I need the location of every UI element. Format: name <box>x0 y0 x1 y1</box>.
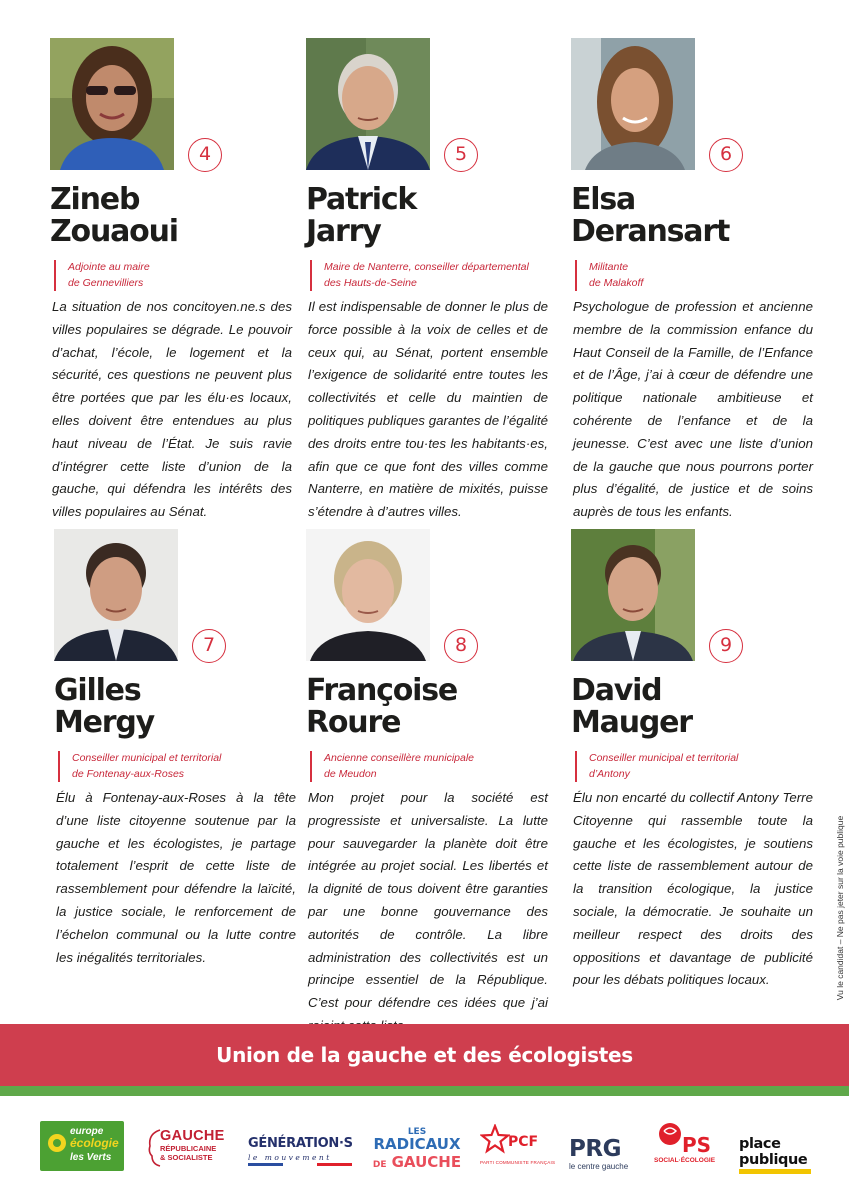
portrait-man-dark-hair <box>54 529 178 661</box>
last-name: Mauger <box>571 705 692 740</box>
logo-text: LES <box>407 1127 427 1137</box>
role-line: Militante <box>589 261 629 273</box>
candidate-name <box>306 675 556 739</box>
candidate-number: 8 <box>444 629 478 663</box>
radicaux-de-gauche-logo <box>372 1128 462 1180</box>
sunflower-icon <box>40 1121 74 1171</box>
candidate-bio: Il est indispensable de donner le plus de force possible à la voix de celles et de ceux qui, au Sénat, portent ensemble l’exigence de solidarité entre toutes les collectivités et celle du maintien de politiques publiques garantes de l’égalité des droits entre tou·tes les habitants·es, afin que ce que font des villes comme Nanterre, en matière de mixités, puisse s’étendre à d’autres villes. <box>308 299 548 520</box>
role-line: Ancienne conseillère municipale <box>324 752 475 764</box>
logo-text: GAUCHE <box>160 1128 225 1144</box>
candidate-role <box>58 751 298 782</box>
candidate-number: 5 <box>444 138 478 172</box>
logo-text: GÉNÉRATION·S <box>248 1136 353 1151</box>
ps-logo <box>654 1121 724 1173</box>
role-line: de Meudon <box>324 767 377 780</box>
legal-notice: Vu le candidat – Ne pas jeter sur la voie publique <box>835 815 845 1001</box>
first-name: Zineb <box>50 182 140 217</box>
logo-underline <box>739 1169 811 1174</box>
portrait-woman-long-hair <box>571 38 695 170</box>
portrait-man-grey-hair <box>306 38 430 170</box>
candidate-bio: Mon projet pour la société est progressiste et universaliste. La lutte pour sauvegarder la planète doit être intégrée au projet social. Les libertés et la dignité de tous doivent être garanties par une bonne gouvernance des autorités de contrôle. La libre administration des collectivités est un principe essentiel de la République. C’est pour défendre ces idées que j’ai <box>308 790 548 1011</box>
role-line: Maire de Nanterre, conseiller départemental <box>324 261 529 273</box>
pcf-logo <box>480 1124 556 1176</box>
last-name: Deransart <box>571 214 730 249</box>
candidate-number: 9 <box>709 629 743 663</box>
logo-text: europe <box>70 1126 104 1137</box>
logo-text: & SOCIALISTE <box>160 1153 213 1162</box>
logo-text: place <box>739 1136 781 1152</box>
candidate-name <box>54 675 304 739</box>
logo-text: le mouvement <box>248 1153 332 1162</box>
candidate-number: 6 <box>709 138 743 172</box>
tricolor-stripe <box>248 1163 352 1166</box>
prg-logo <box>569 1136 639 1188</box>
place-publique-logo <box>739 1136 815 1188</box>
last-name: Zouaoui <box>50 214 178 249</box>
green-divider <box>0 1086 849 1096</box>
candidate-bio: La situation de nos concitoyen.ne.s des villes populaires se dégrade. Le pouvoir d’achat, l’école, le logement et la sécurité, ces questions ne peuvent plus être portées que par les élu·es locaux, elles doivent être entendues au plus haut niveau de l’État. Je suis ravie d’intégrer cette liste d’union de la gauche, qui défendra les intérêts des villes populaires au Sénat. <box>52 299 292 520</box>
role-line: Conseiller municipal et territorial <box>72 752 222 764</box>
candidate-role <box>575 260 815 291</box>
logo-text: écologie <box>70 1136 119 1150</box>
logo-text: DE <box>372 1160 387 1170</box>
candidate-number: 7 <box>192 629 226 663</box>
first-name: Patrick <box>306 182 417 217</box>
first-name: Gilles <box>54 673 141 708</box>
logo-text: PS <box>682 1133 712 1157</box>
logo-text: PARTI COMMUNISTE FRANÇAIS <box>480 1160 556 1165</box>
logo-text: PRG <box>569 1136 621 1162</box>
candidate-name <box>571 184 821 248</box>
star-icon <box>480 1124 510 1154</box>
role-line: de Malakoff <box>589 276 644 289</box>
candidate-number: 4 <box>188 138 222 172</box>
candidate-name <box>571 675 821 739</box>
candidate-photo <box>571 529 695 661</box>
union-banner: Union de la gauche et des écologistes <box>0 1024 849 1086</box>
portrait-woman-blonde <box>306 529 430 661</box>
role-line: Conseiller municipal et territorial <box>589 752 739 764</box>
candidate-role <box>575 751 815 782</box>
last-name: Mergy <box>54 705 155 740</box>
candidate-name <box>306 184 556 248</box>
candidate-role <box>310 260 550 291</box>
first-name: David <box>571 673 662 708</box>
role-line: de Fontenay-aux-Roses <box>72 767 185 780</box>
candidate-photo <box>50 38 174 170</box>
candidate-photo <box>571 38 695 170</box>
candidate-bio: Élu à Fontenay-aux-Roses à la tête d’une liste citoyenne soutenue par la gauche et les écologistes, je partage totalement l’esprit de cette liste de rassemblement pour défendre la laïcité, la justice sociale, le renforcement de l’échelon communal ou la lutte contre les inégalités territoriales. <box>56 790 296 965</box>
logo-text: SOCIAL·ÉCOLOGIE <box>654 1157 716 1164</box>
role-line: de Gennevilliers <box>68 276 144 289</box>
generations-logo <box>248 1136 356 1188</box>
logo-text: les Verts <box>70 1152 112 1163</box>
logo-text: RÉPUBLICAINE <box>160 1144 217 1153</box>
candidate-photo <box>306 38 430 170</box>
role-line: d’Antony <box>589 767 630 780</box>
last-name: Jarry <box>306 214 381 249</box>
logo-text: le centre gauche <box>569 1162 629 1171</box>
role-line: des Hauts-de-Seine <box>324 276 417 289</box>
portrait-woman-sunglasses <box>50 38 174 170</box>
role-line: Adjointe au maire <box>68 261 150 273</box>
eelv-logo <box>40 1121 124 1171</box>
last-name: Roure <box>306 705 401 740</box>
first-name: Elsa <box>571 182 636 217</box>
candidate-photo <box>306 529 430 661</box>
candidate-name <box>50 184 300 248</box>
candidate-bio: Élu non encarté du collectif Antony Terre Citoyenne qui rassemble toute la gauche et les écologistes, je soutiens cette liste de rassemblement autour de la transition écologique, la justice sociale, la démocratie. Je souhaite un meilleur respect des droits des oppositions et davantage de publicité pour les débats politiques locaux. <box>573 790 813 988</box>
gauche-republicaine-socialiste-logo <box>146 1128 230 1180</box>
first-name: Françoise <box>306 673 458 708</box>
logo-text: PCF <box>508 1134 539 1150</box>
portrait-man-outdoor <box>571 529 695 661</box>
candidate-photo <box>54 529 178 661</box>
candidate-bio: Psychologue de profession et ancienne membre de la commission enfance du Haut Conseil de la Famille, de l’Enfance et de l’Âge, j’ai à cœur de défendre une politique nationale ambitieuse et cohérente de l’enfance et de la jeunesse. C’est avec une liste d’union de la gauche que nous pourrons porter plus d’égalité, de justice et de soins auprès de tous les enfants. <box>573 299 813 520</box>
logo-text: GAUCHE <box>391 1153 462 1171</box>
logo-line <box>372 1152 462 1173</box>
logo-text: publique <box>739 1152 808 1168</box>
candidate-role <box>54 260 294 291</box>
logo-text: RADICAUX <box>373 1135 461 1153</box>
candidate-role <box>310 751 550 782</box>
